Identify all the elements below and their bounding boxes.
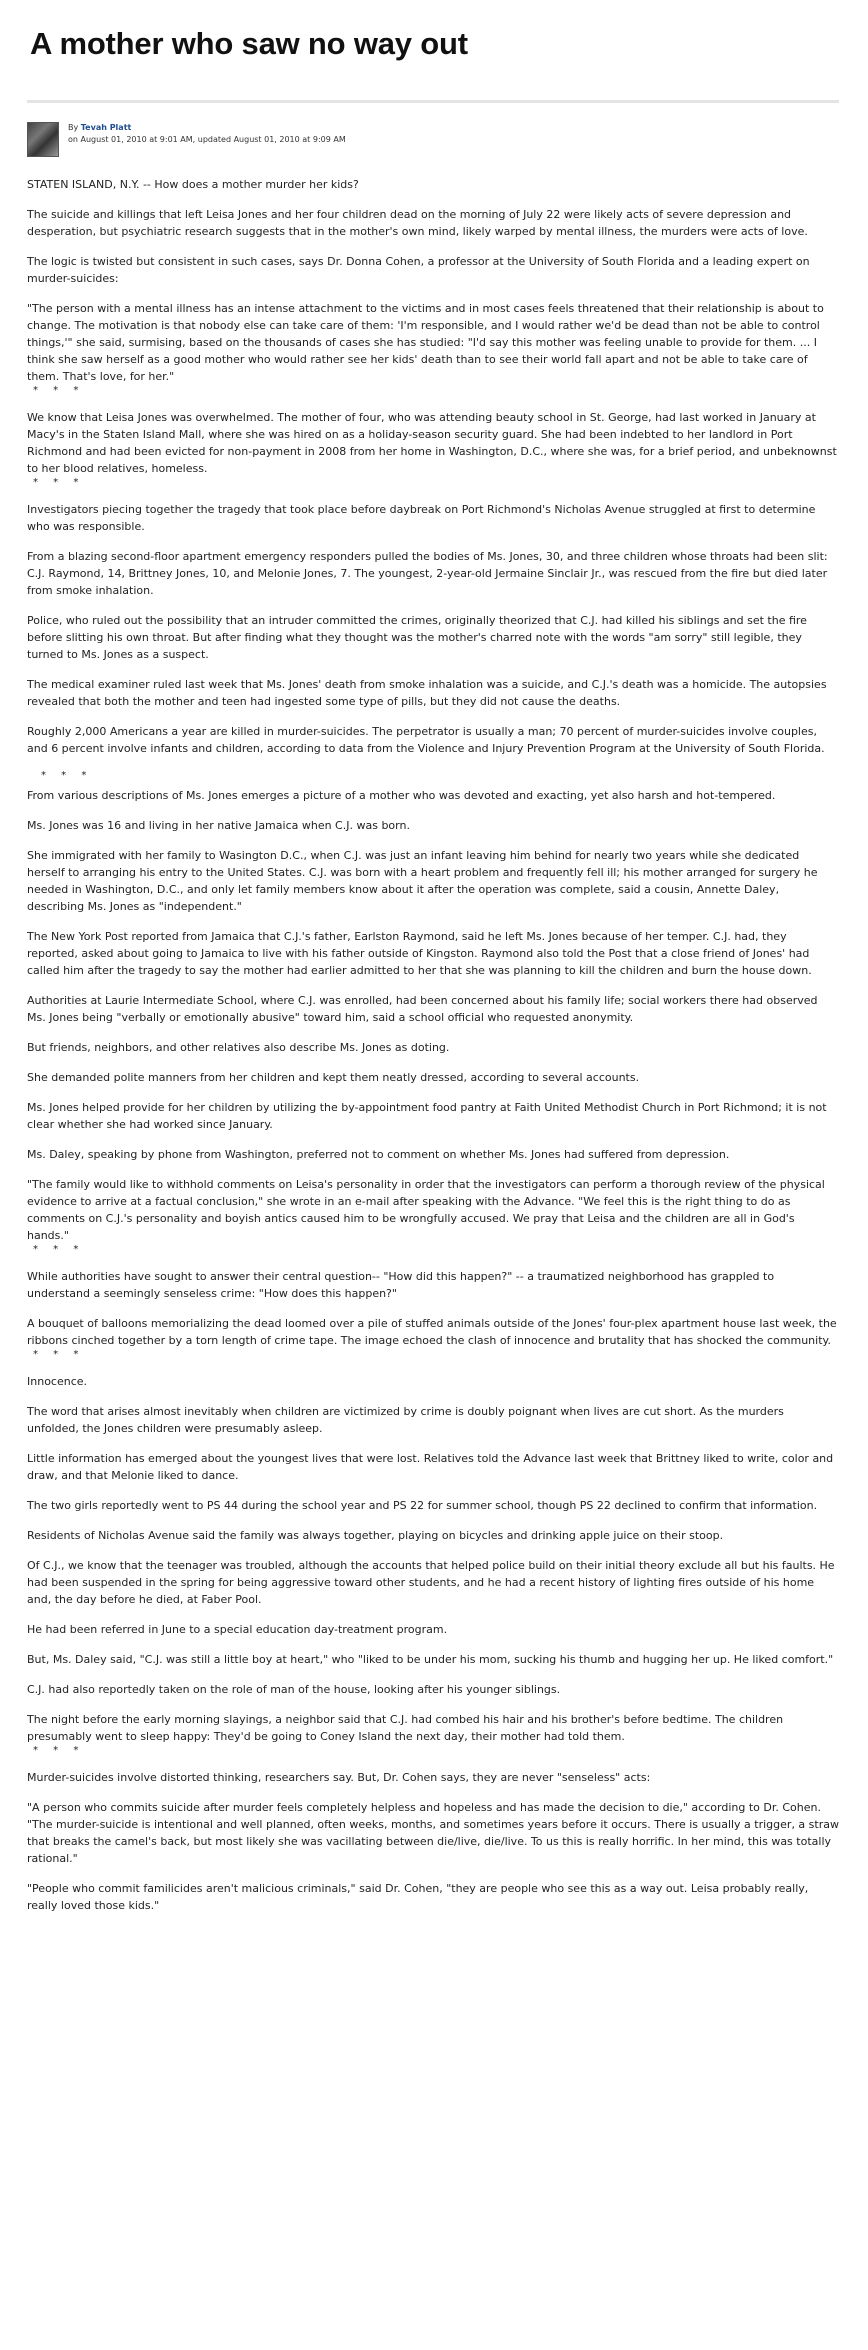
paragraph: But, Ms. Daley said, "C.J. was still a little boy at heart," who "liked to be under his mom, sucking his thumb and hugging her up. He liked comfort." (27, 1653, 834, 1666)
paragraph: A bouquet of balloons memorializing the dead loomed over a pile of stuffed animals outside of the Jones' four-plex apartment house last week, the ribbons cinched together by a torn length of crime tape. The image echoed the clash of innocence and brutality that has shocked the community. (27, 1317, 837, 1347)
paragraph: Investigators piecing together the tragedy that took place before daybreak on Port Richmond's Nicholas Avenue struggled at first to determine who was responsible. (27, 503, 816, 533)
paragraph: From various descriptions of Ms. Jones emerges a picture of a mother who was devoted and exacting, yet also harsh and hot-tempered. (27, 789, 776, 802)
section-separator: * * * (33, 1349, 85, 1360)
paragraph: Innocence. (27, 1375, 88, 1388)
paragraph: While authorities have sought to answer their central question-- "How did this happen?" -- a traumatized neighborhood has grappled to understand a seemingly senseless crime: "How does this happen?" (27, 1270, 775, 1300)
section-separator: * * * (33, 1745, 85, 1756)
paragraph: The New York Post reported from Jamaica that C.J.'s father, Earlston Raymond, said he left Ms. Jones because of her temper. C.J. had, they reported, asked about going to Jamaica to live with his father outside of Kingston. Raymond also told the Post that a close friend of Jones' had called him after the tragedy to say the mother had earlier admitted to her that she was planning to kill the children and burn the house down. (27, 930, 812, 977)
paragraph: "A person who commits suicide after murder feels completely helpless and hopeless and has made the decision to die," according to Dr. Cohen. "The murder-suicide is intentional and well planned, often weeks, months, and sometimes years before it occurs. There is usually a trigger, a straw that breaks the camel's back, but most likely she was vacillating between die/live, die/live. To us this is really horrific. In her mind, this was totally rational." (27, 1801, 839, 1865)
paragraph: The medical examiner ruled last week that Ms. Jones' death from smoke inhalation was a suicide, and C.J.'s death was a homicide. The autopsies revealed that both the mother and teen had ingested some type of pills, but they did not cause the deaths. (27, 678, 827, 708)
paragraph: She immigrated with her family to Wasington D.C., when C.J. was just an infant leaving him behind for nearly two years while she dedicated herself to arranging his entry to the United States. C.J. was born with a heart problem and frequently fell ill; his mother arranged for surgery he needed in Washington, D.C., and only let family members know about it after the operation was complete, said a cousin, Annette Daley, describing Ms. Jones as "independent." (27, 849, 818, 913)
author-avatar (27, 122, 59, 157)
paragraph: C.J. had also reportedly taken on the role of man of the house, looking after his younger siblings. (27, 1683, 561, 1696)
section-separator: * * * (41, 770, 93, 781)
paragraph: The two girls reportedly went to PS 44 during the school year and PS 22 for summer school, though PS 22 declined to confirm that information. (27, 1499, 818, 1512)
paragraph: Residents of Nicholas Avenue said the family was always together, playing on bicycles and drinking apple juice on their stoop. (27, 1529, 724, 1542)
paragraph: Ms. Jones helped provide for her children by utilizing the by-appointment food pantry at Faith United Methodist Church in Port Richmond; it is not clear whether she had worked since January. (27, 1101, 827, 1131)
paragraph: He had been referred in June to a special education day-treatment program. (27, 1623, 448, 1636)
paragraph: Roughly 2,000 Americans a year are killed in murder-suicides. The perpetrator is usually a man; 70 percent of murder-suicides involve couples, and 6 percent involve infants and children, according to data from the Violence and Injury Prevention Program at the University of South Florida. (27, 725, 825, 755)
paragraph: The night before the early morning slayings, a neighbor said that C.J. had combed his hair and his brother's before bedtime. The children presumably went to sleep happy: They'd be going to Coney Island the next day, their mother had told them. (27, 1713, 784, 1743)
paragraph: The word that arises almost inevitably when children are victimized by crime is doubly poignant when lives are cut short. As the murders unfolded, the Jones children were presumably asleep. (27, 1405, 784, 1435)
paragraph: "People who commit familicides aren't malicious criminals," said Dr. Cohen, "they are people who see this as a way out. Leisa probably really, really loved those kids." (27, 1882, 809, 1912)
byline-prefix: By (68, 123, 79, 132)
paragraph: The suicide and killings that left Leisa Jones and her four children dead on the morning of July 22 were likely acts of severe depression and desperation, but psychiatric research suggests that in the mother's own mind, likely warped by mental illness, the murders were acts of love. (27, 208, 808, 238)
paragraph: "The person with a mental illness has an intense attachment to the victims and in most cases feels threatened that their relationship is about to change. The motivation is that nobody else can take care of them: 'I'm responsible, and I would rather we'd be dead than not be able to control things,'" she said, surmising, based on the thousands of cases she has studied: "I'd say this mother was feeling unable to provide for them. ... I think she saw herself as a good mother who would rather see her kids' death than to see their world fall apart and not be able to take care of them. That's love, for her." (27, 302, 824, 383)
section-separator: * * * (33, 477, 85, 488)
paragraph: "The family would like to withhold comments on Leisa's personality in order that the investigators can perform a thorough review of the physical evidence to arrive at a factual conclusion," she wrote in an e-mail after speaking with the Advance. "We feel this is the right thing to do as comments on C.J.'s personality and boyish antics caused him to be wrongfully accused. We pray that Leisa and the children are all in God's hands." (27, 1178, 825, 1242)
paragraph: Ms. Daley, speaking by phone from Washington, preferred not to comment on whether Ms. Jones had suffered from depression. (27, 1148, 730, 1161)
headline: A mother who saw no way out (30, 26, 468, 61)
paragraph: STATEN ISLAND, N.Y. -- How does a mother murder her kids? (27, 178, 359, 191)
paragraph: Ms. Jones was 16 and living in her native Jamaica when C.J. was born. (27, 819, 410, 832)
paragraph: Of C.J., we know that the teenager was troubled, although the accounts that helped police build on their initial theory exclude all but his faults. He had been suspended in the spring for being aggressive toward other students, and he had a recent history of lighting fires outside of his home and, the day before he died, at Faber Pool. (27, 1559, 835, 1606)
header-divider (27, 100, 839, 103)
paragraph: The logic is twisted but consistent in such cases, says Dr. Donna Cohen, a professor at the University of South Florida and a leading expert on murder-suicides: (27, 255, 810, 285)
byline (68, 122, 346, 146)
paragraph: We know that Leisa Jones was overwhelmed. The mother of four, who was attending beauty school in St. George, had last worked in January at Macy's in the Staten Island Mall, where she was hired on as a holiday-season security guard. She had been indebted to her landlord in Port Richmond and had been evicted for non-payment in 2008 from her home in Washington, D.C., where she was, for a brief period, and unbeknownst to her blood relatives, homeless. (27, 411, 837, 475)
paragraph: But friends, neighbors, and other relatives also describe Ms. Jones as doting. (27, 1041, 450, 1054)
paragraph: Little information has emerged about the youngest lives that were lost. Relatives told the Advance last week that Brittney liked to write, color and draw, and that Melonie liked to dance. (27, 1452, 834, 1482)
paragraph: Murder-suicides involve distorted thinking, researchers say. But, Dr. Cohen says, they are never "senseless" acts: (27, 1771, 651, 1784)
section-separator: * * * (33, 385, 85, 396)
paragraph: Authorities at Laurie Intermediate School, where C.J. was enrolled, had been concerned about his family life; social workers there had observed Ms. Jones being "verbally or emotionally abusive" toward him, said a school official who requested anonymity. (27, 994, 818, 1024)
paragraph: Police, who ruled out the possibility that an intruder committed the crimes, originally theorized that C.J. had killed his siblings and set the fire before slitting his own throat. But after finding what they thought was the mother's charred note with the words "am sorry" still legible, they turned to Ms. Jones as a suspect. (27, 614, 807, 661)
section-separator: * * * (33, 1244, 85, 1255)
paragraph: She demanded polite manners from her children and kept them neatly dressed, according to several accounts. (27, 1071, 640, 1084)
byline-dateline: on August 01, 2010 at 9:01 AM, updated August 01, 2010 at 9:09 AM (68, 135, 346, 144)
paragraph: From a blazing second-floor apartment emergency responders pulled the bodies of Ms. Jones, 30, and three children whose throats had been slit: C.J. Raymond, 14, Brittney Jones, 10, and Melonie Jones, 7. The youngest, 2-year-old Jermaine Sinclair Jr., was rescued from the fire but died later from smoke inhalation. (27, 550, 828, 597)
author-link[interactable]: Tevah Platt (80, 123, 132, 132)
article-body (27, 176, 839, 1927)
